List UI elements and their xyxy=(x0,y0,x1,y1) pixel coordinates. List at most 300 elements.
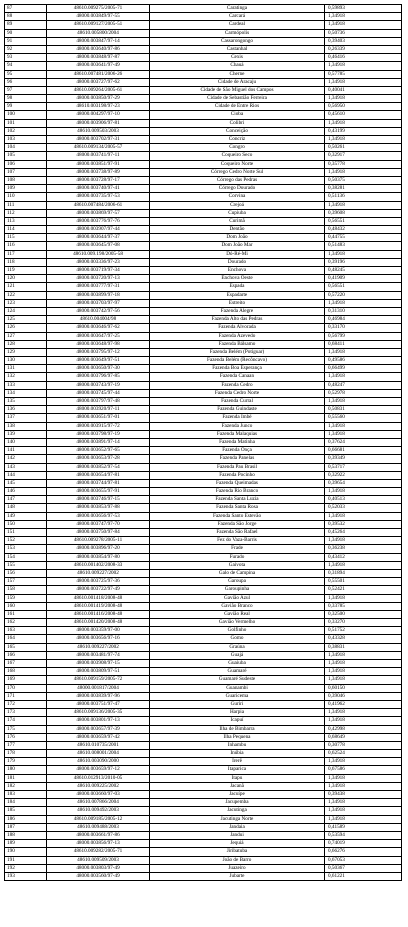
process-number-cell: 48000.003915/97-72 xyxy=(46,423,149,430)
table-row xyxy=(4,5,402,13)
field-name-cell: Guajá xyxy=(149,652,324,659)
table-row xyxy=(4,169,402,177)
value-cell: 0,61221 xyxy=(324,873,402,880)
field-name-cell: Cexis xyxy=(149,54,324,61)
table-row xyxy=(4,586,402,594)
table-row xyxy=(4,95,402,103)
row-number-cell: 136 xyxy=(4,406,46,413)
process-number-cell: 48000.003797/97-48 xyxy=(46,398,149,405)
value-cell: 0,53594 xyxy=(324,832,402,839)
field-name-cell: Gavião Vermelho xyxy=(149,619,324,626)
field-name-cell: Cupiuba xyxy=(149,210,324,217)
field-name-cell: Itapu xyxy=(149,775,324,782)
value-cell: 0,38831 xyxy=(324,644,402,651)
value-cell: 0,32922 xyxy=(324,472,402,479)
process-number-cell: 48610.009264/2005-61 xyxy=(46,87,149,94)
table-row xyxy=(4,185,402,193)
process-number-cell: 48610.009136/2005-35 xyxy=(46,709,149,716)
value-cell: 0,46416 xyxy=(324,54,402,61)
process-number-cell: 48610.009227/2002 xyxy=(46,570,149,577)
process-number-cell: 48000.003660/97-03 xyxy=(46,791,149,798)
row-number-cell: 116 xyxy=(4,242,46,249)
value-cell: 0,32500 xyxy=(324,611,402,618)
row-number-cell: 119 xyxy=(4,267,46,274)
table-row xyxy=(4,685,402,693)
process-number-cell: 48610.004004/98 xyxy=(46,316,149,323)
value-cell: 0,39532 xyxy=(324,521,402,528)
process-number-cell: 48000.003848/97-87 xyxy=(46,54,149,61)
table-row xyxy=(4,414,402,422)
value-cell: 0,56551 xyxy=(324,218,402,225)
table-row xyxy=(4,464,402,472)
process-number-cell: 48000.003809/97-51 xyxy=(46,668,149,675)
table-row xyxy=(4,193,402,201)
field-name-cell: Inúbia xyxy=(149,750,324,757)
process-number-cell: 48000.003655/97-91 xyxy=(46,488,149,495)
field-name-cell: Guanambi xyxy=(149,685,324,692)
field-name-cell: Coqueiro Seco xyxy=(149,152,324,159)
value-cell: 0,74019 xyxy=(324,840,402,847)
process-number-cell: 48000.003751/97-47 xyxy=(46,701,149,708)
value-cell: 0,66681 xyxy=(324,447,402,454)
value-cell: 1,34918 xyxy=(324,562,402,569)
row-number-cell: 93 xyxy=(4,54,46,61)
field-name-cell: Dom João Mar xyxy=(149,242,324,249)
process-number-cell: 48000.003656/97-53 xyxy=(46,513,149,520)
value-cell: 1,34918 xyxy=(324,676,402,683)
row-number-cell: 171 xyxy=(4,693,46,700)
row-number-cell: 170 xyxy=(4,685,46,692)
table-row xyxy=(4,848,402,856)
row-number-cell: 149 xyxy=(4,513,46,520)
field-name-cell: Juazeiro xyxy=(149,865,324,872)
value-cell: 0,39438 xyxy=(324,791,402,798)
table-row xyxy=(4,488,402,496)
value-cell: 1,34918 xyxy=(324,136,402,143)
field-name-cell: Guamaré xyxy=(149,668,324,675)
field-name-cell: Córrego das Pedras xyxy=(149,177,324,184)
row-number-cell: 139 xyxy=(4,431,46,438)
field-name-cell: Carcará xyxy=(149,13,324,20)
value-cell: 0,51483 xyxy=(324,242,402,249)
field-name-cell: Estreito xyxy=(149,300,324,307)
table-row xyxy=(4,406,402,414)
field-name-cell: Inhambu xyxy=(149,742,324,749)
value-cell: 0,52978 xyxy=(324,390,402,397)
field-name-cell: Fazenda Rio Branco xyxy=(149,488,324,495)
field-name-cell: Gavião Real xyxy=(149,611,324,618)
process-number-cell: 48610.009488/2003 xyxy=(46,824,149,831)
field-name-cell: Fazenda Onça xyxy=(149,447,324,454)
row-number-cell: 118 xyxy=(4,259,46,266)
table-row xyxy=(4,521,402,529)
row-number-cell: 180 xyxy=(4,766,46,773)
row-number-cell: 155 xyxy=(4,562,46,569)
row-number-cell: 101 xyxy=(4,120,46,127)
field-name-cell: João de Barro xyxy=(149,857,324,864)
field-name-cell: Enchova xyxy=(149,267,324,274)
field-name-cell: Fazenda Alvorada xyxy=(149,324,324,331)
value-cell: 1,34918 xyxy=(324,783,402,790)
field-name-cell: Concriz xyxy=(149,136,324,143)
table-row xyxy=(4,390,402,398)
row-number-cell: 112 xyxy=(4,210,46,217)
table-row xyxy=(4,128,402,136)
row-number-cell: 147 xyxy=(4,496,46,503)
value-cell: 0,42998 xyxy=(324,726,402,733)
process-number-cell: 48000.003856/97-13 xyxy=(46,840,149,847)
row-number-cell: 107 xyxy=(4,169,46,176)
process-number-cell: 48610.009492/2003 xyxy=(46,807,149,814)
field-name-cell: Cidade de Aracaju xyxy=(149,79,324,86)
value-cell: 0,41589 xyxy=(324,824,402,831)
field-name-cell: Fazenda Malaquias xyxy=(149,431,324,438)
table-row xyxy=(4,357,402,365)
table-row xyxy=(4,226,402,234)
table-row xyxy=(4,324,402,332)
table-row xyxy=(4,472,402,480)
row-number-cell: 94 xyxy=(4,62,46,69)
field-name-cell: Fazenda Pocinho xyxy=(149,472,324,479)
process-number-cell: 48610.001420/2008-48 xyxy=(46,619,149,626)
field-name-cell: Fazenda Santa Rosa xyxy=(149,504,324,511)
row-number-cell: 144 xyxy=(4,472,46,479)
table-row xyxy=(4,308,402,316)
table-row xyxy=(4,758,402,766)
row-number-cell: 162 xyxy=(4,619,46,626)
table-row xyxy=(4,111,402,119)
process-number-cell: 48000.003481/97-74 xyxy=(46,652,149,659)
row-number-cell: 120 xyxy=(4,275,46,282)
process-number-cell: 48000.003702/97-31 xyxy=(46,136,149,143)
table-row xyxy=(4,603,402,611)
process-number-cell: 48000.001817/2004 xyxy=(46,685,149,692)
table-row xyxy=(4,562,402,570)
row-number-cell: 188 xyxy=(4,832,46,839)
value-cell: 0,30778 xyxy=(324,742,402,749)
field-name-cell: Fazenda Matinha xyxy=(149,439,324,446)
value-cell: 0,31310 xyxy=(324,308,402,315)
field-name-cell: Fazenda Imbé xyxy=(149,414,324,421)
row-number-cell: 127 xyxy=(4,333,46,340)
value-cell: 0,50375 xyxy=(324,177,402,184)
process-number-cell: 48610.003090/2000 xyxy=(46,758,149,765)
row-number-cell: 124 xyxy=(4,308,46,315)
field-name-cell: Jubarte xyxy=(149,873,324,880)
field-name-cell: Congro xyxy=(149,144,324,151)
value-cell: 0,45610 xyxy=(324,111,402,118)
field-name-cell: Fazenda Belém (Potiguar) xyxy=(149,349,324,356)
row-number-cell: 142 xyxy=(4,455,46,462)
row-number-cell: 128 xyxy=(4,341,46,348)
value-cell: 0,51752 xyxy=(324,627,402,634)
field-name-cell: Curimã xyxy=(149,218,324,225)
table-row xyxy=(4,316,402,324)
value-cell: 0,51136 xyxy=(324,193,402,200)
row-number-cell: 160 xyxy=(4,603,46,610)
field-name-cell: Cidade de Sebastião Ferreira xyxy=(149,95,324,102)
row-number-cell: 117 xyxy=(4,251,46,258)
field-name-cell: Itaparica xyxy=(149,766,324,773)
process-number-cell: 48000.003850/97-29 xyxy=(46,95,149,102)
value-cell: 0,57220 xyxy=(324,292,402,299)
row-number-cell: 92 xyxy=(4,46,46,53)
field-name-cell: Cioba xyxy=(149,111,324,118)
row-number-cell: 159 xyxy=(4,595,46,602)
field-name-cell: Fazenda Bálsamo xyxy=(149,341,324,348)
value-cell: 0,67586 xyxy=(324,766,402,773)
table-row xyxy=(4,234,402,242)
process-number-cell: 48000.003746/97-15 xyxy=(46,496,149,503)
row-number-cell: 90 xyxy=(4,30,46,37)
process-number-cell: 48000.003719/97-34 xyxy=(46,267,149,274)
value-cell: 0,39608 xyxy=(324,210,402,217)
row-number-cell: 109 xyxy=(4,185,46,192)
table-row xyxy=(4,275,402,283)
value-cell: 1,34918 xyxy=(324,709,402,716)
field-name-cell: Fazenda Pau Brasil xyxy=(149,464,324,471)
field-name-cell: Graúna xyxy=(149,644,324,651)
table-row xyxy=(4,46,402,54)
process-number-cell: 48000.003796/97-85 xyxy=(46,373,149,380)
table-row xyxy=(4,701,402,709)
row-number-cell: 105 xyxy=(4,152,46,159)
process-number-cell: 48000.003747/97-70 xyxy=(46,521,149,528)
process-number-cell: 48610.001418/2008-48 xyxy=(46,595,149,602)
row-number-cell: 141 xyxy=(4,447,46,454)
row-number-cell: 186 xyxy=(4,816,46,823)
process-number-cell: 48000.003847/97-14 xyxy=(46,38,149,45)
table-row xyxy=(4,611,402,619)
value-cell: 1,34918 xyxy=(324,202,402,209)
value-cell: 0,46984 xyxy=(324,316,402,323)
row-number-cell: 95 xyxy=(4,71,46,78)
value-cell: 0,52033 xyxy=(324,504,402,511)
row-number-cell: 125 xyxy=(4,316,46,323)
table-row xyxy=(4,365,402,373)
row-number-cell: 169 xyxy=(4,676,46,683)
table-row xyxy=(4,824,402,832)
process-number-cell: 48000.003908/97-15 xyxy=(46,660,149,667)
row-number-cell: 113 xyxy=(4,218,46,225)
row-number-cell: 185 xyxy=(4,807,46,814)
table-row xyxy=(4,103,402,111)
table-row xyxy=(4,455,402,463)
value-cell: 0,33785 xyxy=(324,603,402,610)
row-number-cell: 191 xyxy=(4,857,46,864)
value-cell: 0,56551 xyxy=(324,283,402,290)
value-cell: 0,67053 xyxy=(324,857,402,864)
process-number-cell: 48000.003560/97-49 xyxy=(46,873,149,880)
table-row xyxy=(4,545,402,553)
process-number-cell: 48000.003742/97-56 xyxy=(46,308,149,315)
value-cell: 0,56799 xyxy=(324,333,402,340)
process-number-cell: 48000.003740/97-41 xyxy=(46,185,149,192)
field-name-cell: Galo de Campina xyxy=(149,570,324,577)
value-cell: 1,34918 xyxy=(324,431,402,438)
field-name-cell: Cidade de São Miguel dos Campos xyxy=(149,87,324,94)
field-name-cell: Fazenda Alto das Pedras xyxy=(149,316,324,323)
process-number-cell: 48000.003722/97-49 xyxy=(46,586,149,593)
value-cell: 1,34918 xyxy=(324,79,402,86)
value-cell: 0,55501 xyxy=(324,578,402,585)
table-row xyxy=(4,742,402,750)
row-number-cell: 100 xyxy=(4,111,46,118)
value-cell: 1,34918 xyxy=(324,660,402,667)
value-cell: 1,34918 xyxy=(324,758,402,765)
field-name-cell: Jacanã xyxy=(149,783,324,790)
row-number-cell: 193 xyxy=(4,873,46,880)
table-row xyxy=(4,775,402,783)
field-name-cell: Gaivota xyxy=(149,562,324,569)
table-row xyxy=(4,693,402,701)
field-name-cell: Garoupa xyxy=(149,578,324,585)
value-cell: 0,41909 xyxy=(324,275,402,282)
value-cell: 1,34918 xyxy=(324,398,402,405)
row-number-cell: 123 xyxy=(4,300,46,307)
table-row xyxy=(4,570,402,578)
process-number-cell: 48610.005800/2004 xyxy=(46,30,149,37)
value-cell: 0,48245 xyxy=(324,267,402,274)
row-number-cell: 150 xyxy=(4,521,46,528)
process-number-cell: 48610.009282/2005-71 xyxy=(46,848,149,855)
field-name-cell: Frade xyxy=(149,545,324,552)
process-number-cell: 48000.003646/97-62 xyxy=(46,324,149,331)
table-row xyxy=(4,87,402,95)
row-number-cell: 181 xyxy=(4,775,46,782)
table-row xyxy=(4,210,402,218)
value-cell: 0,41962 xyxy=(324,701,402,708)
table-row xyxy=(4,595,402,603)
value-cell: 1,34918 xyxy=(324,537,402,544)
table-row xyxy=(4,292,402,300)
row-number-cell: 97 xyxy=(4,87,46,94)
value-cell: 0,62524 xyxy=(324,750,402,757)
process-number-cell: 48000.003795/97-12 xyxy=(46,349,149,356)
table-row xyxy=(4,734,402,742)
table-row xyxy=(4,791,402,799)
table-row xyxy=(4,136,402,144)
value-cell: 0,43412 xyxy=(324,554,402,561)
process-number-cell: 48000.003657/97-39 xyxy=(46,726,149,733)
value-cell: 0,59893 xyxy=(324,5,402,12)
field-name-cell: Guaricema xyxy=(149,693,324,700)
field-name-cell: Guaiuba xyxy=(149,660,324,667)
process-number-cell: 48610.003198/97-23 xyxy=(46,103,149,110)
value-cell: 0,50736 xyxy=(324,30,402,37)
table-row xyxy=(4,709,402,717)
table-row xyxy=(4,857,402,865)
process-number-cell: 48000.003703/97-97 xyxy=(46,300,149,307)
field-name-cell: Golfinho xyxy=(149,627,324,634)
value-cell: 0,49586 xyxy=(324,357,402,364)
process-number-cell: 48000.004297/97-10 xyxy=(46,111,149,118)
process-number-cell: 48000.003649/97-51 xyxy=(46,357,149,364)
process-number-cell: 48000.003896/97-20 xyxy=(46,545,149,552)
table-row xyxy=(4,799,402,807)
row-number-cell: 104 xyxy=(4,144,46,151)
value-cell: 1,34918 xyxy=(324,120,402,127)
process-number-cell: 48610.010735/2001 xyxy=(46,742,149,749)
table-row xyxy=(4,21,402,29)
process-number-cell: 48000.003801/97-13 xyxy=(46,717,149,724)
process-number-cell: 48000.003728/97-17 xyxy=(46,177,149,184)
table-row xyxy=(4,349,402,357)
field-name-cell: Chauá xyxy=(149,62,324,69)
value-cell: 1,34918 xyxy=(324,21,402,28)
value-cell: 0,56950 xyxy=(324,103,402,110)
process-number-cell: 48000.003849/97-55 xyxy=(46,13,149,20)
row-number-cell: 184 xyxy=(4,799,46,806)
process-number-cell: 48000.003906/97-81 xyxy=(46,120,149,127)
field-name-cell: Garoupinha xyxy=(149,586,324,593)
value-cell: 0,60150 xyxy=(324,685,402,692)
value-cell: 0,45264 xyxy=(324,529,402,536)
table-row xyxy=(4,333,402,341)
row-number-cell: 148 xyxy=(4,504,46,511)
table-row xyxy=(4,79,402,87)
process-number-cell: 48000.003798/97-19 xyxy=(46,431,149,438)
row-number-cell: 192 xyxy=(4,865,46,872)
row-number-cell: 98 xyxy=(4,95,46,102)
value-cell: 0,40041 xyxy=(324,87,402,94)
process-number-cell: 48610.009159/2005-72 xyxy=(46,676,149,683)
value-cell: 1,34918 xyxy=(324,373,402,380)
table-row xyxy=(4,783,402,791)
value-cell: 1,34918 xyxy=(324,816,402,823)
field-name-cell: Enchova Oeste xyxy=(149,275,324,282)
table-row xyxy=(4,120,402,128)
row-number-cell: 151 xyxy=(4,529,46,536)
value-cell: 0,32917 xyxy=(324,152,402,159)
process-number-cell: 48000.003656/97-16 xyxy=(46,635,149,642)
value-cell: 0,38281 xyxy=(324,185,402,192)
field-name-cell: Cardeal xyxy=(149,21,324,28)
process-number-cell: 48610.009127/2005-51 xyxy=(46,21,149,28)
table-row xyxy=(4,652,402,660)
row-number-cell: 106 xyxy=(4,161,46,168)
row-number-cell: 99 xyxy=(4,103,46,110)
process-number-cell: 48000.003641/97-49 xyxy=(46,62,149,69)
field-name-cell: Irerê xyxy=(149,758,324,765)
value-cell: 0,55560 xyxy=(324,414,402,421)
value-cell: 0,52421 xyxy=(324,586,402,593)
value-cell: 1,34918 xyxy=(324,513,402,520)
process-number-cell: 48000.003645/97-08 xyxy=(46,242,149,249)
field-name-cell: Fazenda Canaan xyxy=(149,373,324,380)
field-name-cell: Conceição xyxy=(149,128,324,135)
row-number-cell: 167 xyxy=(4,660,46,667)
field-name-cell: Furado xyxy=(149,554,324,561)
process-number-cell: 48000.003359/97-00 xyxy=(46,627,149,634)
field-name-cell: Dó-Ré-Mi xyxy=(149,251,324,258)
row-number-cell: 156 xyxy=(4,570,46,577)
row-number-cell: 158 xyxy=(4,586,46,593)
field-name-cell: Coqueiro Norte xyxy=(149,161,324,168)
row-number-cell: 134 xyxy=(4,390,46,397)
table-row xyxy=(4,341,402,349)
row-number-cell: 88 xyxy=(4,13,46,20)
value-cell: 1,34918 xyxy=(324,13,402,20)
table-row xyxy=(4,202,402,210)
row-number-cell: 137 xyxy=(4,414,46,421)
process-number-cell: 48610.001419/2008-48 xyxy=(46,603,149,610)
row-number-cell: 179 xyxy=(4,758,46,765)
value-cell: 0,39046 xyxy=(324,693,402,700)
value-cell: 1,34918 xyxy=(324,62,402,69)
table-row xyxy=(4,144,402,152)
field-name-cell: Carmópolis xyxy=(149,30,324,37)
